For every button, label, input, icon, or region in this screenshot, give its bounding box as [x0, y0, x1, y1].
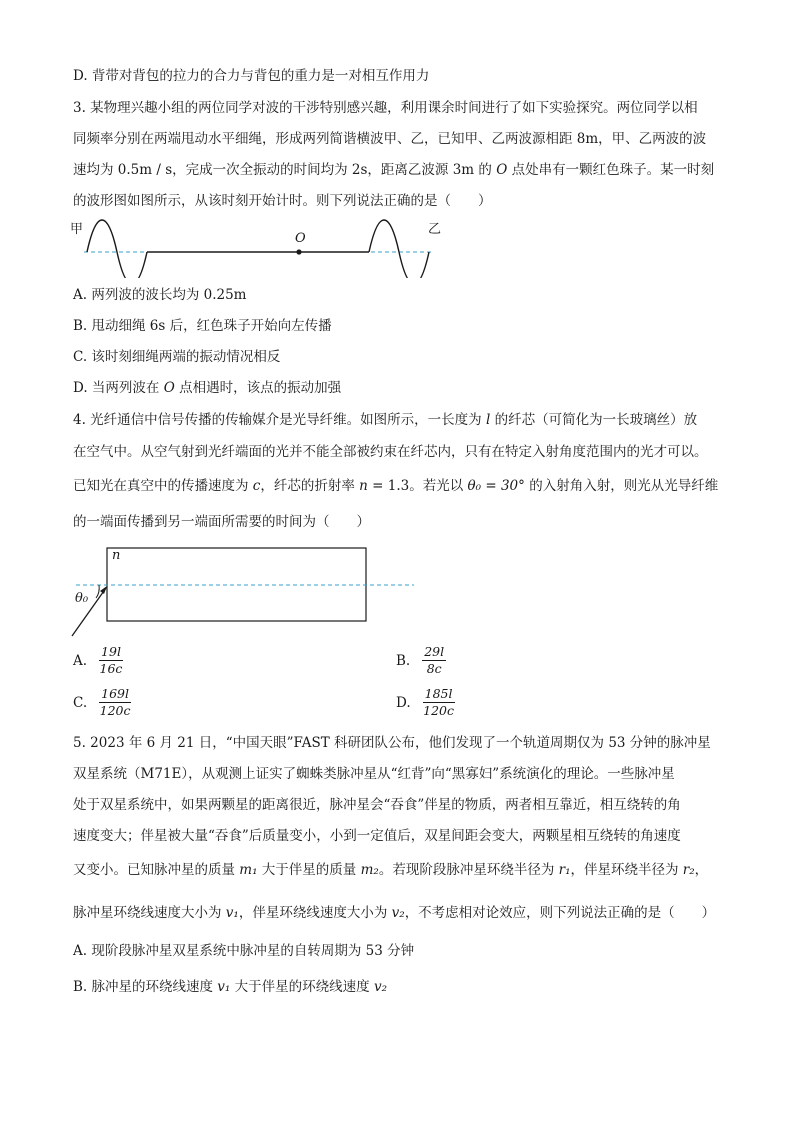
q4-text: 已知光在真空中的传播速度为 — [73, 478, 253, 494]
q5-text: ，伴星环绕半径为 — [570, 862, 683, 878]
q3-option-b: B. 甩动细绳 6s 后，红色珠子开始向左传播 — [73, 318, 332, 334]
q5-text: 大于伴星的环绕线速度 — [230, 979, 374, 995]
q5-stem-line2: 双星系统（M71E），从观测上证实了蜘蛛类脉冲星从“红背”向“黑寡妇”系统演化的理论。一些脉冲星 — [73, 766, 675, 782]
q3-option-a: A. 两列波的波长均为 0.25m — [73, 287, 247, 303]
denominator: 16c — [99, 661, 123, 676]
q5-stem-line1: 5. 2023 年 6 月 21 日，“中国天眼”FAST 科研团队公布，他们发现了一个轨道周期仅为 53 分钟的脉冲星 — [73, 735, 711, 751]
q4-text: = 1.3 — [367, 478, 410, 494]
fraction — [422, 644, 446, 677]
q3-option-d — [73, 378, 341, 398]
label-n: n — [112, 548, 121, 563]
q5-option-b — [73, 977, 387, 997]
q5-r1: r₁ — [558, 862, 571, 878]
q4-text: 4. 光纤通信中信号传播的传输媒介是光导纤维。如图所示，一长度为 — [73, 412, 486, 428]
q3-point-o: O — [496, 162, 508, 178]
red-bead-point — [296, 249, 301, 254]
q4-text: ，纤芯的折射率 — [260, 478, 360, 494]
numerator: 185l — [424, 686, 453, 701]
q5-text: ， — [694, 862, 709, 878]
q3-text: 点处串有一颗红色珠子。某一时刻 — [507, 162, 715, 178]
label-jia: 甲 — [70, 222, 84, 237]
q5-r2: r₂ — [682, 862, 695, 878]
fraction — [99, 644, 123, 677]
q4-option-b — [396, 644, 446, 677]
fraction — [423, 686, 455, 719]
q5-text: ，不考虑相对论效应，则下列说法正确的是（ ） — [404, 905, 716, 921]
q4-speed-c: c — [252, 478, 261, 494]
q3-wave-svg — [70, 216, 450, 278]
q4-stem-line3 — [73, 476, 718, 496]
fiber-core-rect — [107, 548, 366, 621]
denominator: 120c — [99, 703, 131, 718]
q4-length-l: l — [485, 412, 491, 428]
q5-text: B. 脉冲星的环绕线速度 — [73, 979, 218, 995]
numerator: 19l — [101, 644, 121, 659]
q3-point-o: O — [163, 380, 175, 396]
q3-text: 点相遇时，该点的振动加强 — [174, 380, 342, 396]
q4-fiber-figure — [70, 546, 420, 638]
q5-v2: v₂ — [373, 979, 387, 995]
denominator: 8c — [426, 661, 442, 676]
q4-text: 。若光以 — [409, 478, 468, 494]
q4-stem-line2: 在空气中。从空气射到光纤端面的光并不能全部被约束在纤芯内，只有在特定入射角度范围内的光才可以。 — [73, 444, 708, 460]
q4-option-c — [73, 686, 131, 719]
q3-stem-line3 — [73, 160, 714, 180]
q4-text: 的纤芯（可简化为一长玻璃丝）放 — [490, 412, 698, 428]
q5-text: 大于伴星的质量 — [257, 862, 361, 878]
q5-text: 。若现阶段脉冲星环绕半径为 — [378, 862, 559, 878]
denominator: 120c — [423, 703, 454, 718]
option-label: A. — [73, 652, 88, 669]
q5-stem-line5 — [73, 860, 708, 880]
option-label: C. — [73, 694, 88, 711]
label-o: O — [295, 231, 306, 246]
numerator: 169l — [101, 686, 129, 701]
q3-stem-line1: 3. 某物理兴趣小组的两位同学对波的干涉特别感兴趣，利用课余时间进行了如下实验探究。两位同学以相 — [73, 100, 698, 116]
q4-stem-line4: 的一端面传播到另一端面所需要的时间为（ ） — [73, 514, 370, 530]
q3-option-c: C. 该时刻细绳两端的振动情况相反 — [73, 349, 281, 365]
q5-stem-line4: 速度变大；伴星被大量“吞食”后质量变小，小到一定值后，双星间距会变大，两颗星相互绕转的角速度 — [73, 828, 681, 844]
q5-stem-line6 — [73, 903, 715, 923]
angle-arc — [96, 585, 99, 598]
q5-text: 又变小。已知脉冲星的质量 — [73, 862, 240, 878]
q5-m1: m₁ — [239, 862, 258, 878]
q5-v2: v₂ — [391, 905, 405, 921]
q4-option-d — [396, 686, 455, 719]
q3-stem-line4: 的波形图如图所示，从该时刻开始计时。则下列说法正确的是（ ） — [73, 193, 492, 209]
q4-option-a — [73, 644, 123, 677]
fraction — [99, 686, 131, 719]
arrow-head — [100, 586, 107, 594]
q5-v1: v₁ — [225, 905, 239, 921]
wave-yi — [369, 220, 429, 278]
option-label: D. — [396, 694, 411, 711]
q5-stem-line3: 处于双星系统中，如果两颗星的距离很近，脉冲星会“吞食”伴星的物质，两者相互靠近，相互绕转的角 — [73, 797, 681, 813]
q3-text: D. 当两列波在 — [73, 380, 164, 396]
q4-stem-line1 — [73, 410, 697, 430]
q5-text: ，伴星环绕线速度大小为 — [238, 905, 392, 921]
q4-angle: θ₀ = 30° — [467, 478, 525, 494]
q4-index-n: n — [359, 478, 368, 494]
label-yi: 乙 — [428, 222, 442, 237]
label-theta: θ₀ — [75, 591, 89, 606]
q5-m2: m₂ — [360, 862, 379, 878]
q3-wave-figure — [70, 216, 450, 278]
q3-stem-line2: 同频率分别在两端甩动水平细绳，形成两列简谐横波甲、乙，已知甲、乙两波源相距 8m，甲、乙两波的波 — [73, 131, 707, 147]
q5-v1: v₁ — [217, 979, 231, 995]
option-label: B. — [396, 652, 411, 669]
wave-jia — [87, 220, 147, 278]
q4-fiber-svg — [70, 546, 420, 638]
q4-text: 的入射角入射，则光从光导纤维 — [524, 478, 719, 494]
q5-option-a: A. 现阶段脉冲星双星系统中脉冲星的自转周期为 53 分钟 — [73, 943, 415, 959]
q2-option-d: D. 背带对背包的拉力的合力与背包的重力是一对相互作用力 — [73, 68, 430, 84]
q3-text: 速均为 0.5m / s，完成一次全振动的时间均为 2s，距离乙波源 3m 的 — [73, 162, 497, 178]
numerator: 29l — [424, 644, 445, 659]
q5-text: 脉冲星环绕线速度大小为 — [73, 905, 226, 921]
